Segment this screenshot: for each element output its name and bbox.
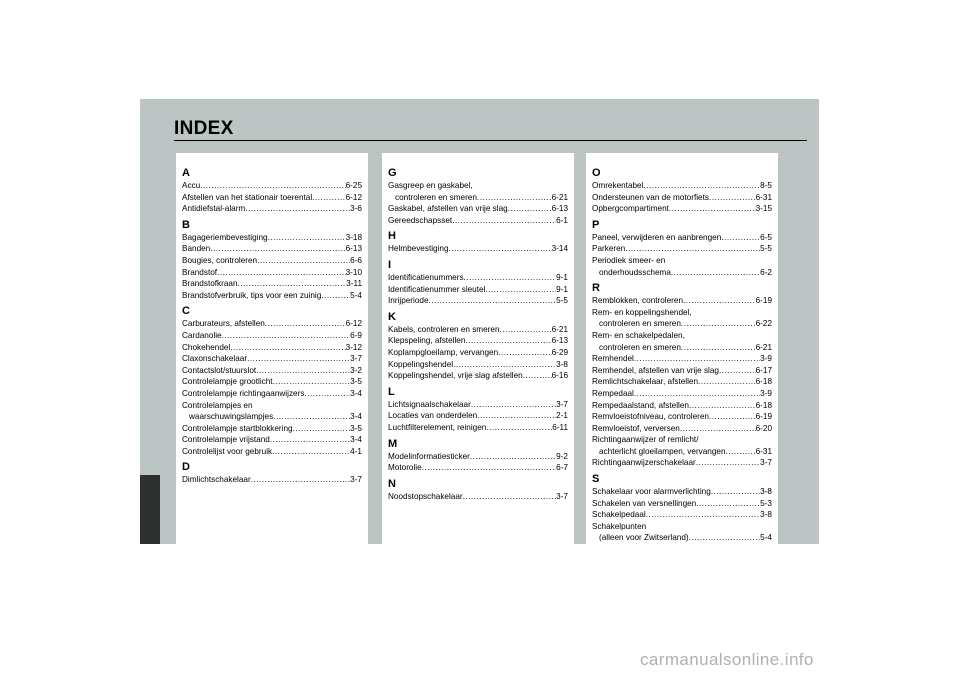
dot-leader (465, 335, 551, 347)
page-title: INDEX (174, 118, 234, 139)
dot-leader (422, 462, 556, 474)
index-entry-text: Locaties van onderdelen (388, 411, 478, 421)
index-entry-page: 3-7 (556, 399, 568, 409)
index-entry-text: Omrekentabel (592, 181, 644, 190)
index-entry-text: Remhendel, afstellen van vrije slag (592, 365, 719, 375)
index-entry-text: Klepspeling, afstellen (388, 336, 466, 346)
index-entry (388, 215, 568, 227)
index-entry-page: 3-5 (350, 423, 362, 433)
index-entry-page: 4-1 (350, 446, 362, 456)
index-entry-line: Rem- en koppelingshendel, (592, 307, 692, 317)
dot-leader (696, 457, 760, 469)
index-entry-page: 6-16 (551, 371, 568, 381)
dot-leader (321, 290, 350, 302)
index-entry-text: Contactslot/stuurslot (182, 365, 257, 375)
index-entry-page: 3-5 (350, 377, 362, 387)
index-entry-page: 5-3 (760, 498, 772, 508)
index-entry-text: onderhoudsschema (599, 267, 671, 277)
index-entry (182, 353, 362, 365)
dot-leader (463, 491, 557, 503)
index-entry-text: Gereedschapsset (388, 215, 453, 225)
dot-leader (268, 232, 346, 244)
index-entry-page: 6-25 (345, 181, 362, 190)
index-entry-text: Schakelen van versnellingen (592, 498, 697, 508)
index-entry (182, 203, 362, 215)
index-entry (182, 342, 362, 354)
index-entry-text: controleren en smeren (599, 342, 681, 352)
index-entry-page: 9-1 (556, 272, 568, 282)
index-entry-page: 5-5 (760, 244, 772, 254)
index-entry-page: 5-4 (760, 533, 772, 543)
index-entry-page: 6-5 (760, 232, 772, 242)
index-entry-page: 3-15 (755, 204, 772, 214)
index-entry (592, 498, 772, 510)
index-entry (592, 318, 772, 330)
index-entry-page: 6-21 (551, 324, 568, 334)
section-letter: I (388, 258, 392, 271)
index-entry-page: 6-9 (350, 330, 362, 340)
index-entry-text: Richtingaanwijzerschakelaar (592, 458, 696, 468)
dot-leader (256, 365, 350, 377)
index-entry (388, 451, 568, 463)
dot-leader (689, 400, 756, 412)
section-letter: K (388, 310, 396, 323)
index-entry-text: Koppelingshendel (388, 359, 454, 369)
dot-leader (452, 215, 556, 227)
index-entry (182, 278, 362, 290)
index-entry-page: 3-6 (350, 204, 362, 214)
index-entry-line: Rem- en schakelpedalen, (592, 330, 685, 340)
index-entry (592, 243, 772, 255)
index-entry-page: 6-18 (755, 377, 772, 387)
dot-leader (245, 203, 350, 215)
index-entry-text: Identificatienummers (388, 272, 464, 282)
dot-leader (230, 342, 345, 354)
index-entry-page: 6-1 (556, 215, 568, 225)
dot-leader (449, 243, 552, 255)
dot-leader (247, 353, 350, 365)
index-entry-text: Modelinformatiesticker (388, 451, 470, 461)
dot-leader (689, 532, 761, 544)
dot-leader (429, 295, 557, 307)
dot-leader (719, 365, 756, 377)
index-entry-text: Brandstofverbruik, tips voor een zuinig (182, 290, 322, 300)
index-entry-page: 6-19 (755, 412, 772, 422)
index-entry (182, 192, 362, 204)
index-column-1 (176, 153, 368, 549)
dot-leader (485, 284, 556, 296)
index-entry-page: 6-18 (755, 400, 772, 410)
index-entry (388, 203, 568, 215)
index-entry (182, 290, 362, 302)
dot-leader (696, 498, 760, 510)
index-entry-line: Controlelampjes en (182, 400, 253, 410)
index-entry-text: Identificatienummer sleutel (388, 284, 486, 294)
index-entry-text: Koplampgloeilamp, vervangen (388, 347, 499, 357)
dot-leader (273, 411, 350, 423)
index-entry-text: Kabels, controleren en smeren (388, 324, 500, 334)
index-entry-text: Accu (182, 181, 201, 190)
index-entry (592, 267, 772, 279)
index-entry-page: 6-12 (345, 192, 362, 202)
index-entry-line: Periodiek smeer- en (592, 255, 666, 265)
section-letter: B (182, 218, 190, 231)
index-entry-line: Gasgreep en gaskabel, (388, 181, 473, 190)
section-letter: H (388, 230, 396, 243)
index-entry-text: Controlelijst voor gebruik (182, 446, 273, 456)
index-entry (182, 411, 362, 423)
dot-leader (270, 434, 350, 446)
index-entry-page: 8-5 (760, 181, 772, 190)
index-entry-text: controleren en smeren (395, 192, 477, 202)
index-entry-text: Remvloeistofniveau, controleren (592, 412, 709, 422)
section-letter: G (388, 167, 397, 179)
dot-leader (200, 180, 345, 192)
index-entry-text: Dimlichtschakelaar (182, 475, 251, 485)
index-entry-text: Brandstof (182, 267, 218, 277)
index-entry (592, 192, 772, 204)
index-entry (182, 318, 362, 330)
index-entry-text: Banden (182, 244, 211, 254)
index-entry-text: Controlelampje vrijstand (182, 435, 270, 445)
index-entry-page: 6-31 (755, 192, 772, 202)
index-entry-page: 3-8 (556, 359, 568, 369)
index-entry-page: 3-7 (760, 458, 772, 468)
index-entry (388, 359, 568, 371)
index-entry-page: 3-11 (346, 279, 362, 289)
index-entry-text: Gaskabel, afstellen van vrije slag (388, 204, 508, 214)
index-entry-line: Richtingaanwijzer of remlicht/ (592, 435, 699, 445)
index-entry (388, 399, 568, 411)
index-entry (592, 342, 772, 354)
section-letter: D (182, 461, 190, 474)
section-tab (140, 475, 160, 544)
dot-leader (643, 180, 760, 192)
index-entry (388, 284, 568, 296)
index-entry-text: Claxonschakelaar (182, 354, 248, 364)
section-letter: R (592, 282, 600, 295)
section-letter: A (182, 167, 190, 179)
dot-leader (669, 203, 756, 215)
index-entry (592, 446, 772, 458)
index-entry (388, 243, 568, 255)
index-entry-text: Carburateurs, afstellen (182, 319, 265, 329)
dot-leader (709, 192, 756, 204)
index-entry-text: Schakelaar voor alarmverlichting (592, 487, 711, 497)
dot-leader (471, 399, 556, 411)
index-entry-page: 6-20 (755, 423, 772, 433)
index-column-3 (586, 153, 778, 549)
index-entry-text: Bagageriembevestiging (182, 232, 268, 242)
dot-leader (251, 474, 350, 486)
dot-leader (210, 243, 345, 255)
index-entry (592, 376, 772, 388)
index-entry (182, 365, 362, 377)
index-entry (182, 180, 362, 192)
index-entry (592, 509, 772, 521)
dot-leader (634, 353, 760, 365)
index-entry-text: Bougies, controleren (182, 255, 258, 265)
index-entry-text: Paneel, verwijderen en aanbrengen (592, 232, 722, 242)
index-entry-text: Remhendel (592, 354, 634, 364)
index-entry (592, 411, 772, 423)
index-entry (182, 255, 362, 267)
index-entry (592, 423, 772, 435)
dot-leader (683, 295, 756, 307)
index-entry-page: 3-14 (551, 244, 568, 254)
index-entry (182, 446, 362, 458)
dot-leader (217, 267, 346, 279)
section-letter: C (182, 305, 190, 318)
index-column-2 (382, 153, 574, 549)
dot-leader (304, 388, 350, 400)
dot-leader (273, 376, 351, 388)
title-rule (174, 140, 807, 141)
index-entry-text: Schakelpedaal (592, 510, 646, 520)
index-entry-text: Antidiefstal-alarm (182, 204, 246, 214)
index-entry (182, 243, 362, 255)
index-entry-page: 6-22 (755, 319, 772, 329)
index-entry-page: 3-4 (350, 412, 362, 422)
section-letter: O (592, 167, 601, 179)
index-entry-page: 9-1 (556, 284, 568, 294)
dot-leader (726, 446, 756, 458)
dot-leader (680, 423, 756, 435)
index-entry (182, 330, 362, 342)
index-entry-page: 3-9 (760, 354, 772, 364)
dot-leader (272, 446, 350, 458)
index-entry-text: Brandstofkraan (182, 279, 238, 289)
index-entry (182, 388, 362, 400)
index-entry-page: 3-7 (350, 354, 362, 364)
index-entry (388, 347, 568, 359)
index-entry-text: Noodstopschakelaar (388, 491, 463, 501)
index-entry-page: 6-21 (755, 342, 772, 352)
index-entry (592, 388, 772, 400)
index-entry-text: Controlelampje startblokkering (182, 423, 293, 433)
section-letter: L (388, 385, 395, 398)
index-entry (592, 532, 772, 544)
index-entry (182, 434, 362, 446)
dot-leader (681, 318, 756, 330)
index-entry-text: Luchtfilterelement, reinigen (388, 422, 487, 432)
dot-leader (257, 255, 350, 267)
index-entry-text: controleren en smeren (599, 319, 681, 329)
dot-leader (681, 342, 756, 354)
dot-leader (646, 509, 760, 521)
index-entry-text: Remlichtschakelaar, afstellen (592, 377, 699, 387)
index-entry (182, 267, 362, 279)
index-entry (182, 376, 362, 388)
index-entry-page: 2-1 (556, 411, 568, 421)
index-entry-text: Helmbevestiging (388, 244, 449, 254)
index-entry (592, 486, 772, 498)
index-entry (388, 192, 568, 204)
index-entry-page: 6-31 (755, 446, 772, 456)
index-entry-text: Rempedaalstand, afstellen (592, 400, 689, 410)
watermark: carmanualsonline.info (640, 650, 814, 669)
index-entry-page: 6-7 (556, 463, 568, 473)
index-entry-page: 9-2 (556, 451, 568, 461)
index-entry (182, 474, 362, 486)
index-entry-page: 6-29 (551, 347, 568, 357)
dot-leader (470, 451, 556, 463)
section-letter: M (388, 437, 398, 450)
index-entry (388, 324, 568, 336)
dot-leader (698, 376, 756, 388)
index-entry-text: Parkeren (592, 244, 626, 254)
dot-leader (498, 347, 551, 359)
dot-leader (721, 232, 760, 244)
dot-leader (312, 192, 345, 204)
index-entry-page: 6-13 (345, 244, 362, 254)
index-entry-page: 3-4 (350, 388, 362, 398)
index-entry (592, 232, 772, 244)
index-entry (388, 370, 568, 382)
index-entry-text: Afstellen van het stationair toerental (182, 192, 313, 202)
index-entry (388, 295, 568, 307)
index-entry-page: 6-13 (551, 336, 568, 346)
dot-leader (222, 330, 351, 342)
dot-leader (625, 243, 760, 255)
index-entry-page: 6-21 (551, 192, 568, 202)
index-entry-page: 3-7 (556, 491, 568, 501)
dot-leader (523, 370, 552, 382)
index-entry-page: 3-10 (345, 267, 362, 277)
index-entry-text: waarschuwingslampjes (189, 412, 274, 422)
dot-leader (293, 423, 351, 435)
index-entry (592, 457, 772, 469)
index-entry-text: achterlicht gloeilampen, vervangen (599, 446, 726, 456)
index-entry (592, 365, 772, 377)
index-entry (388, 272, 568, 284)
dot-leader (477, 192, 552, 204)
index-entry-text: Lichtsignaalschakelaar (388, 399, 471, 409)
index-entry-page: 6-13 (551, 204, 568, 214)
index-entry-text: Ondersteunen van de motorfiets (592, 192, 709, 202)
index-entry (388, 335, 568, 347)
index-entry-page: 6-6 (350, 255, 362, 265)
index-entry (592, 400, 772, 412)
index-entry (182, 423, 362, 435)
index-entry-page: 3-12 (345, 342, 362, 352)
dot-leader (671, 267, 760, 279)
index-entry-text: Motorolie (388, 463, 422, 473)
index-entry-text: Inrijperiode (388, 296, 429, 306)
dot-leader (634, 388, 760, 400)
index-entry (592, 203, 772, 215)
dot-leader (500, 324, 552, 336)
index-entry-page: 3-4 (350, 435, 362, 445)
index-entry-text: Controlelampje grootlicht (182, 377, 273, 387)
index-entry-page: 6-19 (755, 296, 772, 306)
index-entry-page: 3-8 (760, 487, 772, 497)
index-entry-page: 3-18 (345, 232, 362, 242)
section-letter: S (592, 473, 600, 486)
index-entry (388, 462, 568, 474)
index-entry-text: Remblokken, controleren (592, 296, 684, 306)
index-entry-page: 6-12 (345, 319, 362, 329)
dot-leader (711, 486, 760, 498)
index-entry-line: Schakelpunten (592, 521, 647, 531)
dot-leader (477, 410, 556, 422)
index-entry (592, 180, 772, 192)
index-entry-page: 5-5 (556, 296, 568, 306)
index-entry-page: 3-9 (760, 388, 772, 398)
index-entry (388, 410, 568, 422)
index-entry (592, 353, 772, 365)
index-entry-text: (alleen voor Zwitserland) (599, 533, 689, 543)
index-entry-page: 3-2 (350, 365, 362, 375)
index-entry-page: 3-7 (350, 475, 362, 485)
index-entry-page: 3-8 (760, 510, 772, 520)
index-entry-page: 6-17 (755, 365, 772, 375)
section-letter: P (592, 218, 600, 231)
index-entry-text: Koppelingshendel, vrije slag afstellen (388, 371, 523, 381)
section-letter: N (388, 477, 396, 490)
dot-leader (453, 359, 556, 371)
index-entry-page: 6-2 (760, 267, 772, 277)
index-entry-text: Controlelampje richtingaanwijzers (182, 388, 305, 398)
index-entry (592, 295, 772, 307)
index-entry-page: 5-4 (350, 290, 362, 300)
index-entry-text: Remvloeistof, verversen (592, 423, 680, 433)
dot-leader (709, 411, 756, 423)
dot-leader (508, 203, 552, 215)
index-entry-text: Opbergcompartiment (592, 204, 669, 214)
index-entry-text: Rempedaal (592, 388, 634, 398)
index-entry (388, 491, 568, 503)
index-entry-text: Cardanolie (182, 330, 222, 340)
index-entry (182, 232, 362, 244)
dot-leader (238, 278, 347, 290)
dot-leader (464, 272, 557, 284)
index-entry-text: Chokehendel (182, 342, 231, 352)
index-entry (388, 422, 568, 434)
dot-leader (486, 422, 552, 434)
dot-leader (265, 318, 346, 330)
index-entry-page: 6-11 (552, 422, 568, 432)
